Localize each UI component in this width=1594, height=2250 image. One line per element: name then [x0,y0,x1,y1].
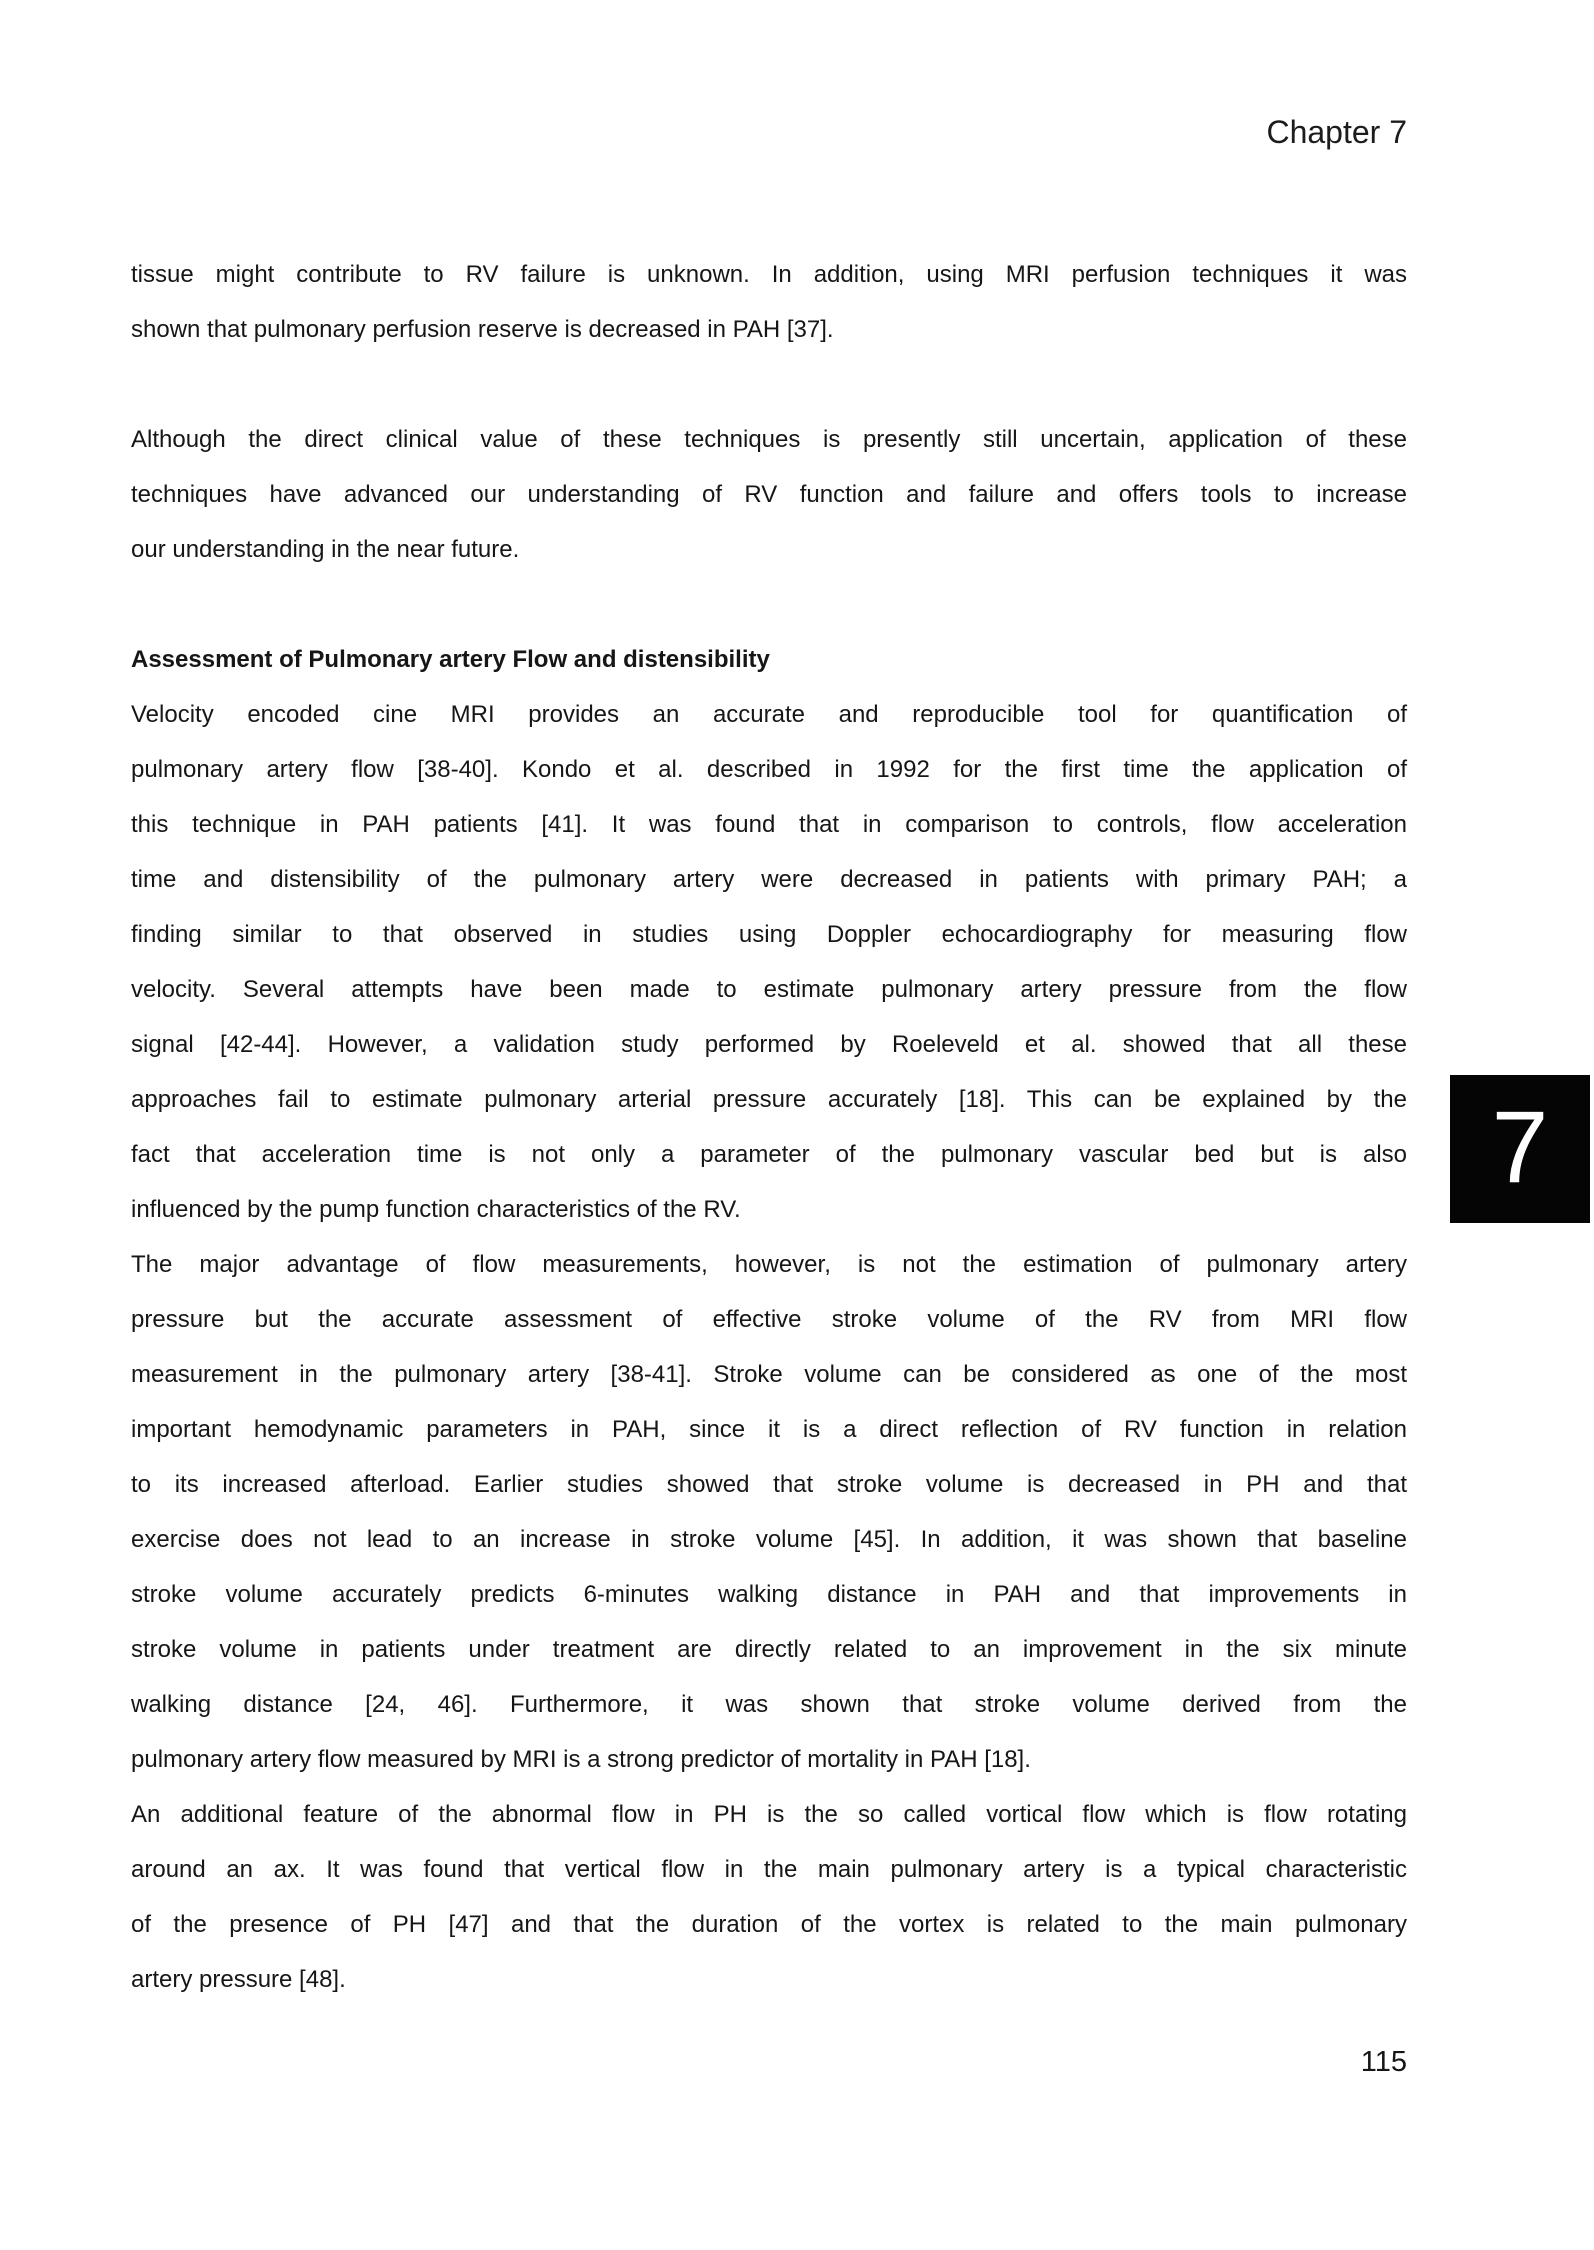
paragraph [131,247,1407,357]
text-line: finding similar to that observed in studies using Doppler echocardiography for measuring flow [131,921,1407,948]
chapter-header: Chapter 7 [1266,114,1407,150]
text-line: influenced by the pump function characteristics of the RV. [131,1196,741,1223]
text-line: this technique in PAH patients [41]. It was found that in comparison to controls, flow acceleration [131,811,1407,838]
text-line: approaches fail to estimate pulmonary arterial pressure accurately [18]. This can be explained by the [131,1086,1407,1113]
text-line: shown that pulmonary perfusion reserve is decreased in PAH [37]. [131,316,834,343]
text-line: Although the direct clinical value of these techniques is presently still uncertain, application of these [131,426,1407,453]
text-line: measurement in the pulmonary artery [38-41]. Stroke volume can be considered as one of the most [131,1361,1407,1388]
text-line: An additional feature of the abnormal flow in PH is the so called vortical flow which is flow rotating [131,1801,1407,1828]
text-line: signal [42-44]. However, a validation study performed by Roeleveld et al. showed that all these [131,1031,1407,1058]
text-line: velocity. Several attempts have been made to estimate pulmonary artery pressure from the flow [131,976,1407,1003]
text-line: Velocity encoded cine MRI provides an accurate and reproducible tool for quantification of [131,701,1407,728]
section-heading [131,632,1407,687]
body-text [131,247,1407,2007]
text-line: The major advantage of flow measurements, however, is not the estimation of pulmonary artery [131,1251,1407,1278]
text-line: walking distance [24, 46]. Furthermore, it was shown that stroke volume derived from the [131,1691,1407,1718]
text-line: techniques have advanced our understanding of RV function and failure and offers tools to increase [131,481,1407,508]
chapter-tab [1450,1075,1590,1223]
page-number: 115 [1360,2046,1407,2078]
text-line: exercise does not lead to an increase in stroke volume [45]. In addition, it was shown that baseline [131,1526,1407,1553]
paragraph [131,687,1407,1237]
text-line: Assessment of Pulmonary artery Flow and distensibility [131,646,770,673]
text-line: around an ax. It was found that vertical flow in the main pulmonary artery is a typical characteristic [131,1856,1407,1883]
text-line: time and distensibility of the pulmonary artery were decreased in patients with primary PAH; a [131,866,1407,893]
paragraph [131,1787,1407,2007]
text-line: pressure but the accurate assessment of effective stroke volume of the RV from MRI flow [131,1306,1407,1333]
text-line: of the presence of PH [47] and that the duration of the vortex is related to the main pulmonary [131,1911,1407,1938]
text-line: stroke volume in patients under treatment are directly related to an improvement in the six minute [131,1636,1407,1663]
paragraph [131,412,1407,577]
paragraph-spacer [131,357,1407,412]
text-line: pulmonary artery flow measured by MRI is a strong predictor of mortality in PAH [18]. [131,1746,1031,1773]
text-line: pulmonary artery flow [38-40]. Kondo et al. described in 1992 for the first time the application of [131,756,1407,783]
text-line: important hemodynamic parameters in PAH, since it is a direct reflection of RV function in relation [131,1416,1407,1443]
text-line: to its increased afterload. Earlier studies showed that stroke volume is decreased in PH and that [131,1471,1407,1498]
text-line: artery pressure [48]. [131,1966,346,1993]
paragraph-spacer [131,577,1407,632]
text-line: tissue might contribute to RV failure is unknown. In addition, using MRI perfusion techniques it was [131,261,1407,288]
text-line: our understanding in the near future. [131,536,520,563]
text-line: stroke volume accurately predicts 6-minutes walking distance in PAH and that improvements in [131,1581,1407,1608]
chapter-tab-number: 7 [1491,1090,1549,1204]
paragraph [131,1237,1407,1787]
text-line: fact that acceleration time is not only a parameter of the pulmonary vascular bed but is also [131,1141,1407,1168]
